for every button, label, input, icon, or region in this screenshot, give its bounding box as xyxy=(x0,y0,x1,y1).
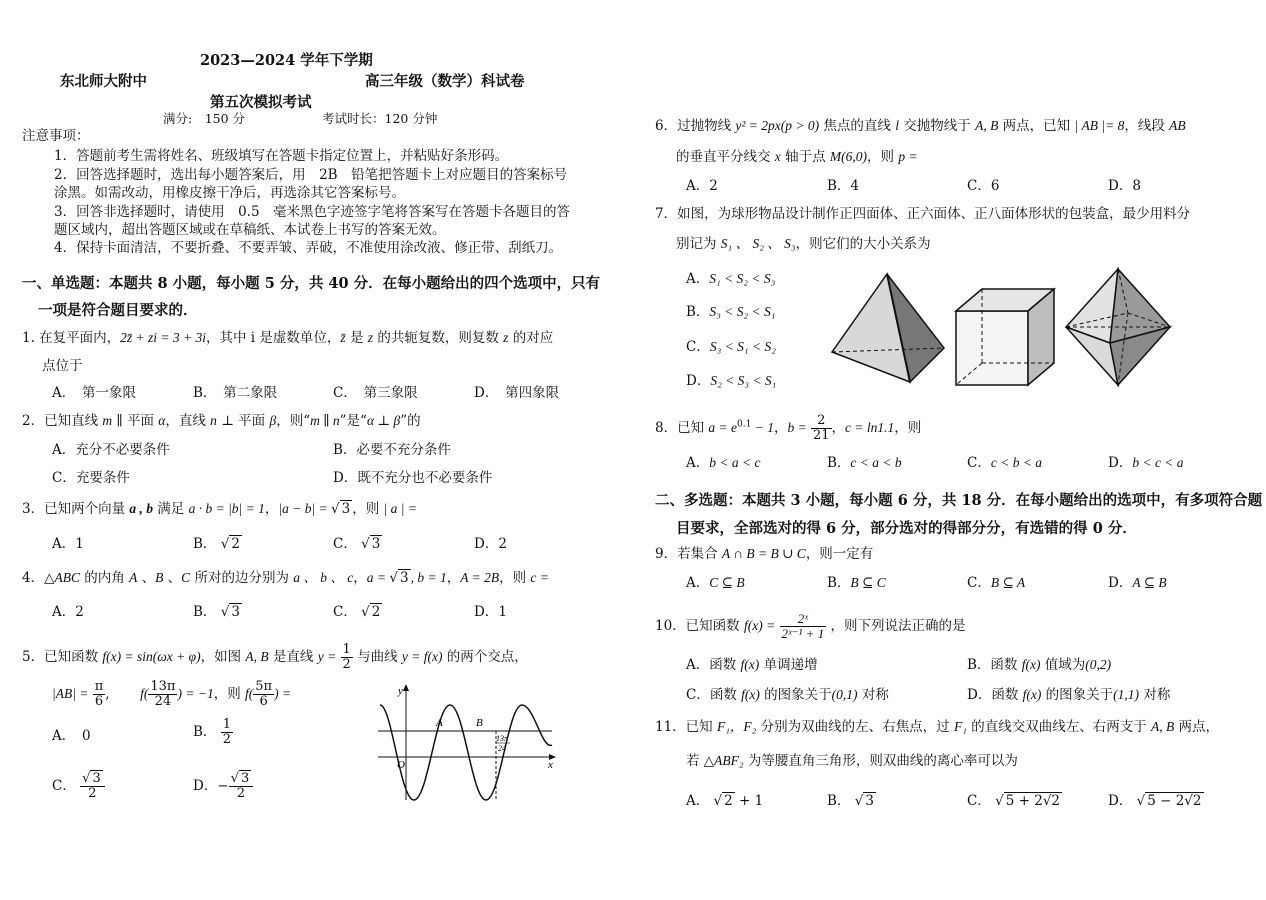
question-4: 4．△ABC 的内角 A 、B 、C 所对的边分别为 a 、 b 、 c，a = √ 3 , b = 1，A = 2B，则 c = xyxy=(22,570,549,586)
q5-option-b: B． $\frac{1}{2}$ xyxy=(193,717,231,747)
question-2: 2．已知直线 m ∥ 平面 α，直线 n ⊥ 平面 β，则“m ∥ n”是“α ⊥ β”的 xyxy=(22,413,421,429)
q4-option-a: A．2 xyxy=(52,604,84,620)
question-6: 6．过抛物线 y² = 2px(p > 0) 焦点的直线 l 交抛物线于 A, B 两点，已知 | AB |= 8，线段 AB xyxy=(655,118,1186,134)
notice-item: 3．回答非选择题时，请使用 0.5 毫米黑色字迹签字笔将答案写在答题卡各题目的答 xyxy=(54,204,571,220)
q11-option-c: C． √ 5 + 2√2 xyxy=(967,793,1061,809)
question-6-cont: 的垂直平分线交 x 轴于点 M(6,0)，则 p = xyxy=(676,149,918,165)
notice-item: 涂黑。如需改动，用橡皮擦干净后，再选涂其它答案标号。 xyxy=(54,185,405,201)
q2-option-a: A．充分不必要条件 xyxy=(52,442,170,458)
question-3: 3．已知两个向量 a , b 满足 a · b = |b| = 1，|a − b| = √ 3 ，则 | a | = xyxy=(22,501,417,517)
section1-heading-cont: 一项是符合题目要求的． xyxy=(38,302,198,319)
exam-year-term: 2023—2024 学年下学期 xyxy=(200,52,373,69)
exam-score: 满分: 150 分 xyxy=(163,111,246,126)
q2-option-b: B．必要不充分条件 xyxy=(333,442,451,458)
notice-item: 1．答题前考生需将姓名、班级填写在答题卡指定位置上，并粘贴好条形码。 xyxy=(54,148,509,164)
graph-y-label: y xyxy=(398,685,403,697)
octahedron-figure xyxy=(1062,265,1177,390)
question-9: 9．若集合 A ∩ B = B ∪ C，则一定有 xyxy=(655,546,874,562)
question-7: 7．如图，为球形物品设计制作正四面体、正六面体、正八面体形状的包装盒，最少用料分 xyxy=(655,206,1191,222)
q3-option-c: C． √ 3 xyxy=(333,536,381,552)
question-7-cont: 别记为 S₁ 、 S₂ 、 S₃，则它们的大小关系为 xyxy=(676,236,931,252)
notice-title: 注意事项： xyxy=(22,128,90,144)
question-10: 10．已知函数 f(x) = $\frac{\text{2ˣ}}{\text{2ˣ⁻¹ + 1}}$ ，则下列说法正确的是 xyxy=(655,611,966,641)
graph-origin-label: O xyxy=(397,759,405,771)
q3-option-d: D．2 xyxy=(474,536,507,552)
section2-heading: 二、多选题：本题共 3 小题，每小题 6 分，共 18 分．在每小题给出的选项中，有多项符合题 xyxy=(655,492,1263,509)
notice-item: 2．回答选择题时，选出每小题答案后，用 2B 铅笔把答题卡上对应题目的答案标号 xyxy=(54,167,568,183)
graph-tick-label: 13π xyxy=(496,734,509,743)
q6-option-b: B．4 xyxy=(827,178,860,194)
section1-heading: 一、单选题：本题共 8 小题，每小题 5 分，共 40 分．在每小题给出的四个选项中，只有 xyxy=(22,275,601,292)
exam-subject: 高三年级（数学）科试卷 xyxy=(365,73,525,90)
graph-x-label: x xyxy=(548,759,553,771)
q7-option-c: C．S₃ < S₁ < S₂ xyxy=(686,339,776,355)
q9-option-d: D．A ⊆ B xyxy=(1108,575,1167,591)
q3-option-b: B． √ 2 xyxy=(193,536,240,552)
q7-option-a: A．S₁ < S₂ < S₃ xyxy=(686,271,776,287)
q10-option-d: D．函数 f(x) 的图象关于(1,1) 对称 xyxy=(967,687,1171,703)
notice-item: 4．保持卡面清洁，不要折叠、不要弄皱、弄破，不准使用涂改液、修正带、刮纸刀。 xyxy=(54,240,563,256)
question-11-cont: 若 △ABF₂ 为等腰直角三角形，则双曲线的离心率可以为 xyxy=(686,753,1018,769)
school-name: 东北师大附中 xyxy=(60,73,147,90)
q1-option-d: D． 第四象限 xyxy=(474,385,560,401)
q11-option-d: D． √ 5 − 2√2 xyxy=(1108,793,1202,809)
q5-option-a: A． 0 xyxy=(52,728,91,744)
q4-option-b: B． √ 3 xyxy=(193,604,240,620)
q4-option-c: C． √ 2 xyxy=(333,604,381,620)
tetrahedron-figure xyxy=(828,270,958,390)
q9-option-b: B．B ⊆ C xyxy=(827,575,886,591)
q6-option-c: C．6 xyxy=(967,178,1000,194)
q1-option-a: A． 第一象限 xyxy=(52,385,136,401)
question-8: 8．已知 $a = e^{0.1} - 1$，b = $\frac{2}{21}$ ，c = ln1.1，则 xyxy=(655,413,922,443)
graph-point-b: B xyxy=(476,717,483,729)
section2-heading-cont: 目要求，全部选对的得 6 分，部分选对的得部分分，有选错的得 0 分． xyxy=(676,520,1137,537)
q8-option-a: A．b < a < c xyxy=(686,455,761,471)
q7-option-b: B．S₃ < S₂ < S₁ xyxy=(686,304,776,320)
q1-option-c: C． 第三象限 xyxy=(333,385,418,401)
q8-option-c: C．c < b < a xyxy=(967,455,1043,471)
q9-option-c: C．B ⊆ A xyxy=(967,575,1026,591)
q7-option-d: D．S₂ < S₃ < S₁ xyxy=(686,373,777,389)
question-1-cont: 点位于 xyxy=(42,358,83,374)
notice-item: 题区域内，超出答题区域或在草稿纸、本试卷上书写的答案无效。 xyxy=(54,222,446,238)
exam-title: 第五次模拟考试 xyxy=(210,94,312,111)
exam-duration: 考试时长：120 分钟 xyxy=(322,111,438,126)
q8-option-b: B．c < a < b xyxy=(827,455,902,471)
cube-figure xyxy=(952,285,1062,395)
question-5: 5．已知函数 f(x) = sin(ωx + φ)，如图 A, B 是直线 y = $\frac{1}{2}$ 与曲线 y = f(x) 的两个交点， xyxy=(22,642,528,672)
q6-option-d: D．8 xyxy=(1108,178,1141,194)
q11-option-a: A． √ 2 + 1 xyxy=(686,793,764,809)
question-5-cont: |AB| = $\frac{\pi}{6}$ , f( $\frac{13\pi}{24}$ ) = −1，则 f( $\frac{5\pi}{6}$ ) = xyxy=(52,679,292,709)
q4-option-d: D．1 xyxy=(474,604,507,620)
question-11: 11．已知 F₁，F₂ 分别为双曲线的左、右焦点，过 F₁ 的直线交双曲线左、右两支于 A, B 两点， xyxy=(655,719,1220,735)
q1-option-b: B． 第二象限 xyxy=(193,385,278,401)
sine-graph xyxy=(372,680,562,810)
q10-option-a: A．函数 f(x) 单调递增 xyxy=(686,657,818,673)
q9-option-a: A．C ⊆ B xyxy=(686,575,745,591)
q5-option-c: C． $\frac{√ 3}{2}$ xyxy=(52,772,105,801)
q11-option-b: B． √ 3 xyxy=(827,793,874,809)
q8-option-d: D．b < c < a xyxy=(1108,455,1184,471)
question-1: 1. 在复平面内，2z̄ + zi = 3 + 3i，其中 i 是虚数单位，z̄ 是 z 的共轭复数，则复数 z 的对应 xyxy=(22,330,554,346)
graph-point-a: A xyxy=(436,717,443,729)
q6-option-a: A．2 xyxy=(686,178,718,194)
q2-option-c: C．充要条件 xyxy=(52,470,130,486)
q2-option-d: D．既不充分也不必要条件 xyxy=(333,470,493,486)
q10-option-b: B．函数 f(x) 值域为(0,2) xyxy=(967,657,1112,673)
q5-option-d: D．− $\frac{√ 3}{2}$ xyxy=(193,772,253,801)
graph-tick-label-den: 24 xyxy=(498,744,506,753)
q3-option-a: A．1 xyxy=(52,536,84,552)
q10-option-c: C．函数 f(x) 的图象关于(0,1) 对称 xyxy=(686,687,889,703)
